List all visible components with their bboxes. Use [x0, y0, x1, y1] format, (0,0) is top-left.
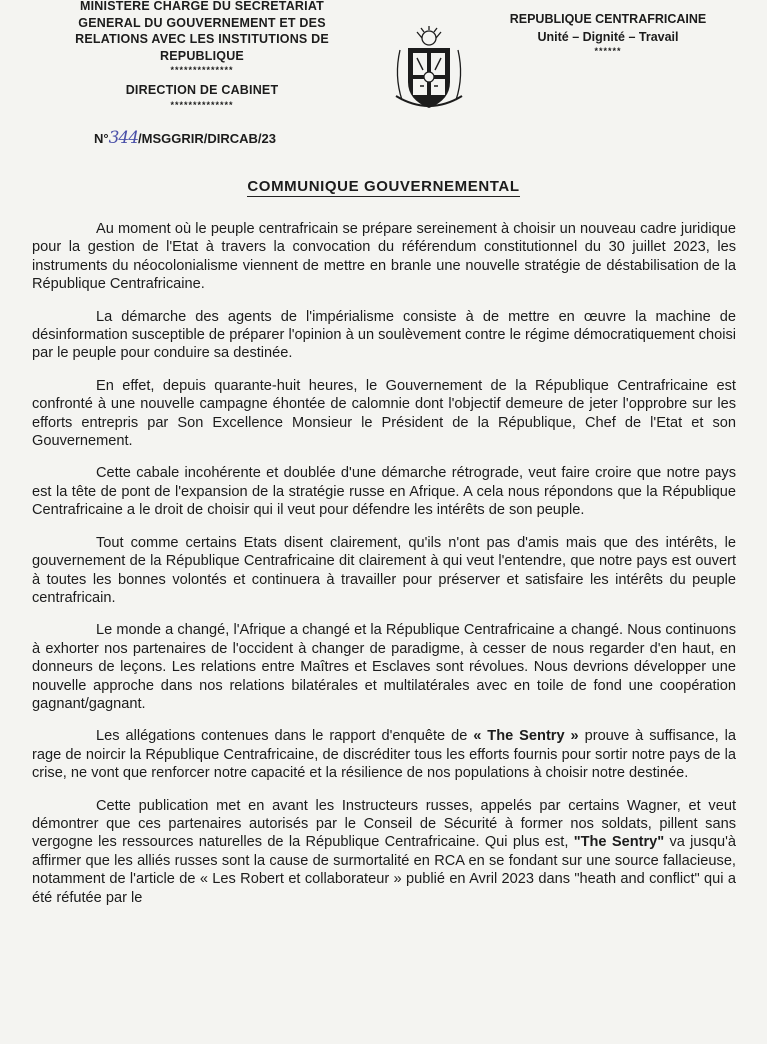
paragraph-2: La démarche des agents de l'impérialisme consiste à de mettre en œuvre la machine de désinformation susceptible de préparer l'opinion à un soulèvement contre le régime démocratiquement choisi par le peuple pour conduire sa destinée. — [32, 308, 736, 362]
p8-text-a: Cette publication met en avant les Instructeurs russes, appelés par certains Wagner, et veut démontrer que ces partenaires autorisés par le Conseil de Sécurité à former nos soldats, pillent sans vergogne les ressources naturelles de la République Centrafricaine. Qui plus est, — [32, 797, 736, 851]
republic-header — [498, 10, 718, 56]
reference-number — [94, 128, 276, 148]
the-sentry-name: « The Sentry » — [473, 728, 579, 745]
title-text: COMMUNIQUE GOUVERNEMENTAL — [247, 178, 520, 195]
ministry-line-2: GENERAL DU GOUVERNEMENT ET DES — [78, 15, 326, 30]
the-sentry-name: "The Sentry" — [573, 834, 665, 851]
paragraph-5: Tout comme certains Etats disent clairement, qu'ils n'ont pas d'amis mais que des intérêts, le gouvernement de la République Centrafricaine dit clairement à qui veut l'entendre, que notre pays est ouvert à toutes les bonnes volontés et continuera à travailler pour préserver et satisfaire les intérêts du peuple centrafricain. — [32, 534, 736, 606]
p8-text-c: va jusqu'à affirmer que les alliés russes sont la cause de surmortalité en RCA en se fondant sur une source fallacieuse, notamment de l'article de « Les Robert et collaborateur » publié en Avril 2023 dans "heath and conflict" qui a été réfutée par le — [32, 834, 736, 906]
paragraph-8 — [32, 797, 736, 907]
ministry-header — [52, 0, 352, 111]
ref-prefix: N° — [94, 131, 109, 146]
handwritten-number: 344 — [108, 128, 139, 148]
paragraph-3: En effet, depuis quarante-huit heures, le Gouvernement de la République Centrafricaine est confronté à une nouvelle campagne éhontée de calomnie dont l'objectif demeure de jeter l'opprobre sur les efforts entrepris par Son Excellence Monsieur le Président de la République, Chef de l'Etat et son Gouvernement. — [32, 377, 736, 450]
communique-body — [32, 220, 736, 921]
p7-text-c: prouve à suffisance, la rage de noircir la République Centrafricaine, de discréditer tous les efforts fournis pour sortir notre pays de la crise, ne vont que renforcer notre capacité et la résilience de nos populations à choisir notre destinée. — [32, 728, 736, 782]
document-title — [0, 178, 767, 195]
paragraph-4: Cette cabale incohérente et doublée d'une démarche rétrograde, veut faire croire que notre pays est la tête de pont de l'expansion de la stratégie russe en Afrique. A cela nous répondons que la République Centrafricaine a le droit de choisir qui il veut pour défendre les intérêts de son peuple. — [32, 465, 736, 519]
stars-divider: ************** — [170, 65, 234, 75]
stars-divider: ****** — [594, 46, 622, 56]
ref-suffix: /MSGGRIR/DIRCAB/23 — [138, 131, 277, 146]
ministry-line-4: REPUBLIQUE — [160, 48, 244, 63]
coat-of-arms-icon — [390, 26, 468, 112]
ministry-line-3: RELATIONS AVEC LES INSTITUTIONS DE — [75, 32, 329, 46]
direction-label: DIRECTION DE CABINET — [125, 83, 279, 97]
country-name: REPUBLIQUE CENTRAFRICAINE — [509, 12, 707, 26]
paragraph-7 — [32, 727, 736, 782]
ministry-line-1: MINISTERE CHARGE DU SECRETARIAT — [80, 0, 324, 13]
national-motto: Unité – Dignité – Travail — [537, 30, 679, 44]
paragraph-1: Au moment où le peuple centrafricain se prépare sereinement à choisir un nouveau cadre juridique pour la gestion de l'Etat à travers la convocation du référendum constitutionnel du 30 juillet 2023, les instruments du néocolonialisme viennent de mettre en branle une nouvelle stratégie de déstabilisation de la République Centrafricaine. — [32, 221, 736, 293]
p7-text-a: Les allégations contenues dans le rapport d'enquête de — [96, 728, 474, 745]
stars-divider: ************** — [170, 99, 234, 110]
paragraph-6: Le monde a changé, l'Afrique a changé et la République Centrafricaine a changé. Nous continuons à exhorter nos partenaires de l'occident à changer de paradigme, à cesser de nous regarder d'en haut, en donneurs de leçons. Les relations entre Maîtres et Esclaves sont révolues. Nous devrions développer une nouvelle approche dans nos relations bilatérales et multilatérales avec en toile de fond une coopération gagnant/gagnant. — [32, 622, 736, 712]
